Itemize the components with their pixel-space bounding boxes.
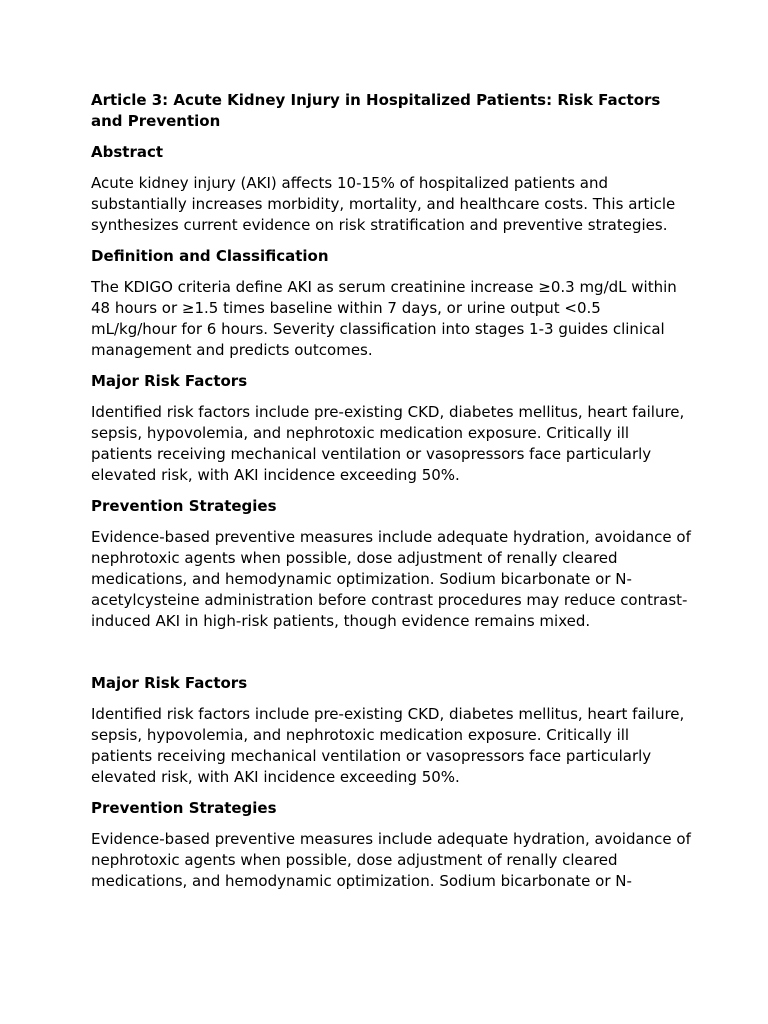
section-heading-prevention: Prevention Strategies xyxy=(91,497,277,515)
section-body-prevention: Evidence-based preventive measures include adequate hydration, avoidance of nephrotoxic agents when possible, dose adjustment of renally cleared medications, and hemodynamic optimization. Sodium bicarbonate or N-acetylcysteine administration before contrast procedures may reduce contrast-induced AKI in high-risk patients, though evidence remains mixed. xyxy=(91,528,691,630)
repeated-heading-prevention: Prevention Strategies xyxy=(91,799,277,817)
section-spacer xyxy=(91,642,691,673)
repeated-body-risk-factors: Identified risk factors include pre-existing CKD, diabetes mellitus, heart failure, sepsis, hypovolemia, and nephrotoxic medication exposure. Critically ill patients receiving mechanical ventilation or vasopressors face particularly elevated risk, with AKI incidence exceeding 50%. xyxy=(91,705,685,786)
document-page xyxy=(91,90,691,902)
section-heading-abstract: Abstract xyxy=(91,143,164,161)
section-heading-definition: Definition and Classification xyxy=(91,247,329,265)
section-heading-risk-factors: Major Risk Factors xyxy=(91,372,248,390)
section-body-definition: The KDIGO criteria define AKI as serum creatinine increase ≥0.3 mg/dL within 48 hours or ≥1.5 times baseline within 7 days, or urine output <0.5 mL/kg/hour for 6 hours. Severity classification into stages 1-3 guides clinical management and predicts outcomes. xyxy=(91,278,677,359)
repeated-heading-risk-factors: Major Risk Factors xyxy=(91,674,248,692)
section-body-abstract: Acute kidney injury (AKI) affects 10-15% of hospitalized patients and substantially increases morbidity, mortality, and healthcare costs. This article synthesizes current evidence on risk stratification and preventive strategies. xyxy=(91,174,676,234)
section-body-risk-factors: Identified risk factors include pre-existing CKD, diabetes mellitus, heart failure, sepsis, hypovolemia, and nephrotoxic medication exposure. Critically ill patients receiving mechanical ventilation or vasopressors face particularly elevated risk, with AKI incidence exceeding 50%. xyxy=(91,403,685,484)
repeated-body-prevention: Evidence-based preventive measures include adequate hydration, avoidance of nephrotoxic agents when possible, dose adjustment of renally cleared medications, and hemodynamic optimization. Sodium bicarbonate or N- xyxy=(91,830,691,890)
article-title: Article 3: Acute Kidney Injury in Hospitalized Patients: Risk Factors and Prevention xyxy=(91,91,661,130)
